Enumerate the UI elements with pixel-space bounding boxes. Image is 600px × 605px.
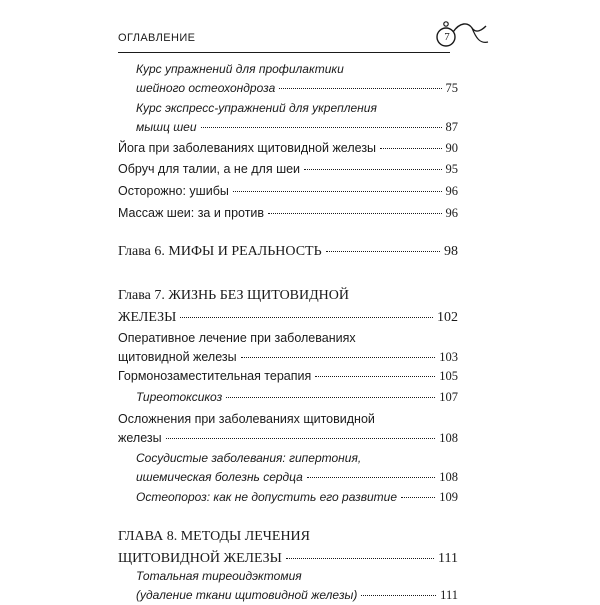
dot-leader <box>268 213 441 214</box>
toc-page-number: 95 <box>445 162 458 176</box>
toc-page-number: 98 <box>444 244 458 259</box>
toc-page-number: 108 <box>439 431 458 445</box>
toc-entry <box>118 567 458 605</box>
toc-entry <box>118 160 458 179</box>
dot-leader <box>166 438 436 439</box>
toc-page-number: 87 <box>445 120 458 134</box>
toc-entry-last-line <box>118 241 458 263</box>
toc-entry-title-line: ГЛАВА 8. МЕТОДЫ ЛЕЧЕНИЯ <box>118 529 311 544</box>
dot-leader <box>380 148 441 149</box>
toc-page-number: 108 <box>439 470 458 484</box>
toc-entry-title-line: Тотальная тиреоидэктомия <box>136 569 302 583</box>
toc-entry <box>118 204 458 223</box>
toc-entry-title-line: Йога при заболеваниях щитовидной железы <box>118 141 377 155</box>
toc-entry-last-line <box>118 348 458 367</box>
toc-entry-title-line: Осложнения при заболеваниях щитовидной <box>118 412 375 426</box>
toc-entry <box>118 60 458 98</box>
toc-entry-title-line: Курс экспресс-упражнений для укрепления <box>136 101 377 115</box>
toc-entry-last-line <box>118 367 458 386</box>
dot-leader <box>326 251 440 252</box>
dot-leader <box>233 191 442 192</box>
toc-entry-last-line <box>118 204 458 223</box>
toc-page-number: 96 <box>445 206 458 220</box>
toc-entry-title-line: (удаление ткани щитовидной железы) <box>136 588 358 602</box>
toc-page-number: 111 <box>438 551 458 566</box>
toc-entry-title-line: Глава 6. МИФЫ И РЕАЛЬНОСТЬ <box>118 244 322 259</box>
toc-entry-title-line: Глава 7. ЖИЗНЬ БЕЗ ЩИТОВИДНОЙ <box>118 288 350 303</box>
toc-entry-last-line <box>136 468 458 487</box>
dot-leader <box>286 558 434 559</box>
toc-entry-last-line <box>136 388 458 407</box>
toc-entry-last-line <box>136 488 458 507</box>
dot-leader <box>401 497 435 498</box>
toc-entry-title-line: ЖЕЛЕЗЫ <box>118 310 177 325</box>
page-header <box>118 18 490 58</box>
dot-leader <box>304 169 441 170</box>
toc-entry-last-line <box>136 118 458 137</box>
toc-entry <box>118 449 458 487</box>
toc-page-number: 105 <box>439 369 458 383</box>
toc-entry-title-line: Осторожно: ушибы <box>118 184 229 198</box>
toc-entry <box>118 388 458 407</box>
toc-entry-title-line: мышц шеи <box>136 120 197 134</box>
toc-entry-last-line <box>118 429 458 448</box>
toc-entry <box>118 367 458 386</box>
toc-entry-title-line: шейного остеохондроза <box>136 81 276 95</box>
header-title: ОГЛАВЛЕНИЕ <box>118 32 196 44</box>
toc-entry <box>118 182 458 201</box>
toc-entry-title-line: Массаж шеи: за и против <box>118 206 265 220</box>
dot-leader <box>279 88 441 89</box>
toc-entry-last-line <box>118 160 458 179</box>
toc-entry <box>118 526 458 570</box>
toc-page-number: 102 <box>437 310 458 325</box>
toc-entry-title-line: Остеопороз: как не допустить его развитие <box>136 490 397 504</box>
dot-leader <box>226 397 435 398</box>
dot-leader <box>315 376 435 377</box>
dot-leader <box>201 127 442 128</box>
dot-leader <box>361 595 436 596</box>
dot-leader <box>241 357 436 358</box>
toc-entry-title-line: щитовидной железы <box>118 350 237 364</box>
toc-page-number: 107 <box>439 390 458 404</box>
toc-entry-title-line: Тиреотоксикоз <box>136 390 223 404</box>
toc-entry <box>118 410 458 448</box>
toc-entry-last-line <box>136 586 458 605</box>
toc-entry <box>118 285 458 329</box>
toc-entry-last-line <box>118 139 458 158</box>
dot-leader <box>307 477 435 478</box>
toc-entry-title-line: Гормонозаместительная терапия <box>118 369 312 383</box>
toc-entry-title-line: Обруч для талии, а не для шеи <box>118 162 301 176</box>
toc-page-number: 111 <box>440 588 458 602</box>
toc-entry-title-line: железы <box>118 431 162 445</box>
toc-entry-title-line: ЩИТОВИДНОЙ ЖЕЛЕЗЫ <box>118 551 282 566</box>
toc-entry-last-line <box>118 182 458 201</box>
page-number: 7 <box>444 31 450 43</box>
toc-entry <box>118 329 458 367</box>
toc-entry-title-line: Сосудистые заболевания: гипертония, <box>136 451 362 465</box>
toc-entry <box>118 139 458 158</box>
toc-page-number: 109 <box>439 490 458 504</box>
toc-page-number: 96 <box>445 184 458 198</box>
toc-entry-title-line: Оперативное лечение при заболеваниях <box>118 331 356 345</box>
toc-page-number: 90 <box>445 141 458 155</box>
header-rule <box>118 52 450 53</box>
toc-entry-last-line <box>118 307 458 329</box>
toc-entry-title-line: Курс упражнений для профилактики <box>136 62 344 76</box>
toc-page-number: 75 <box>445 81 458 95</box>
toc-page-number: 103 <box>439 350 458 364</box>
toc-entry-title-line: ишемическая болезнь сердца <box>136 470 303 484</box>
toc-entry <box>118 488 458 507</box>
toc-entry-last-line <box>136 79 458 98</box>
toc-entry <box>118 99 458 137</box>
dot-leader <box>180 317 433 318</box>
toc-entry <box>118 241 458 263</box>
